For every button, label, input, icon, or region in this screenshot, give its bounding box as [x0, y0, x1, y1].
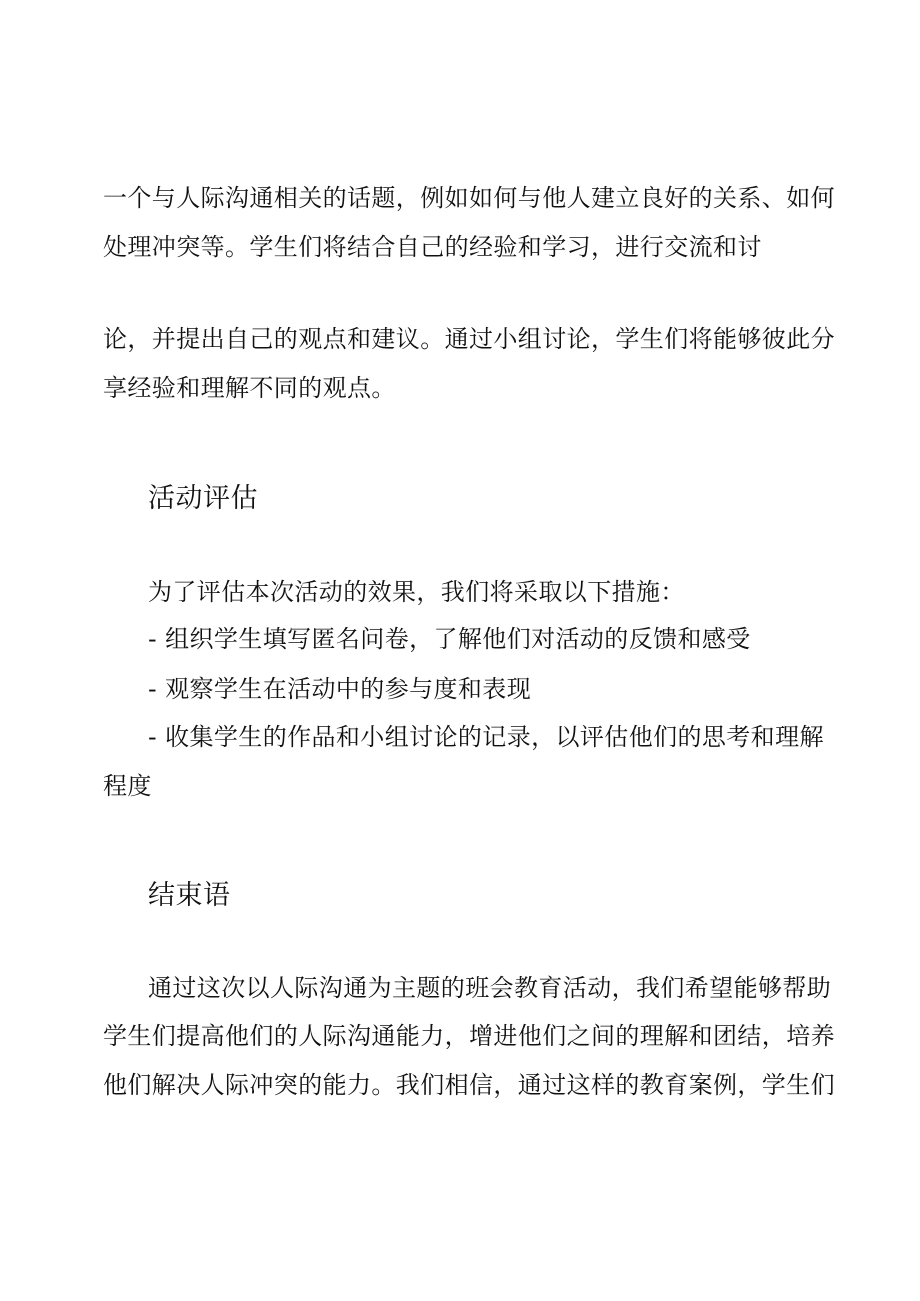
intro-paragraph-line: 享经验和理解不同的观点。: [103, 374, 396, 402]
conclusion-paragraph-line: 他们解决人际冲突的能力。我们相信，通过这样的教育案例，学生们: [103, 1071, 835, 1099]
intro-paragraph-line: 论，并提出自己的观点和建议。通过小组讨论，学生们将能够彼此分: [103, 325, 835, 353]
conclusion-heading: 结束语: [148, 880, 231, 911]
evaluation-lead: 为了评估本次活动的效果，我们将采取以下措施：: [148, 578, 685, 606]
evaluation-item-continuation: 程度: [103, 772, 152, 800]
conclusion-paragraph-line: 学生们提高他们的人际沟通能力，增进他们之间的理解和团结，培养: [103, 1022, 835, 1050]
intro-paragraph-line: 一个与人际沟通相关的话题，例如如何与他人建立良好的关系、如何: [103, 184, 835, 212]
conclusion-paragraph-line: 通过这次以人际沟通为主题的班会教育活动，我们希望能够帮助: [148, 974, 832, 1002]
evaluation-item: - 观察学生在活动中的参与度和表现: [148, 675, 532, 703]
evaluation-item: - 收集学生的作品和小组讨论的记录，以评估他们的思考和理解: [148, 723, 824, 751]
intro-paragraph-line: 处理冲突等。学生们将结合自己的经验和学习，进行交流和讨: [103, 233, 762, 261]
evaluation-heading: 活动评估: [148, 483, 258, 514]
evaluation-item: - 组织学生填写匿名问卷，了解他们对活动的反馈和感受: [148, 625, 751, 653]
